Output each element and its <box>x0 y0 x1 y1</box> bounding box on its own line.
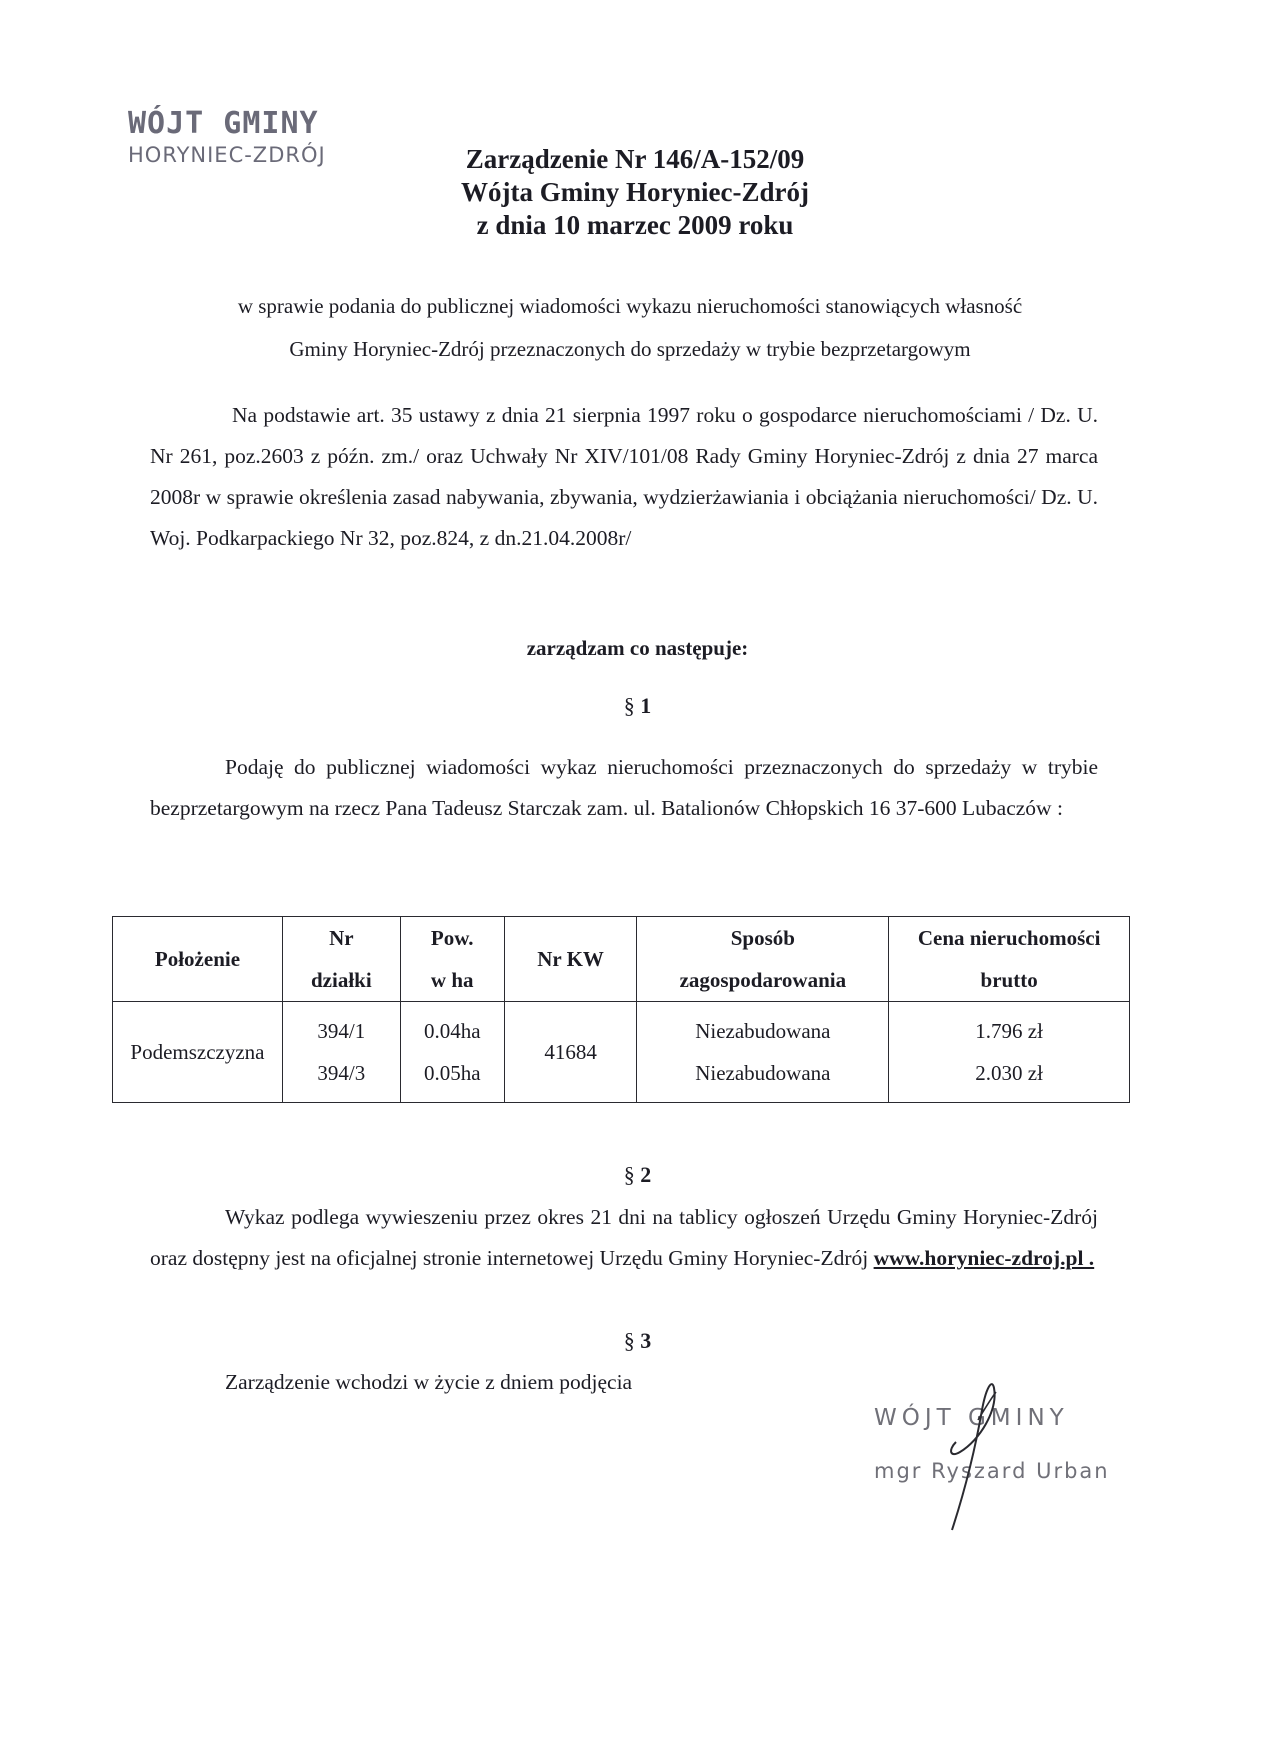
header-use-line-2: zagospodarowania <box>679 968 847 992</box>
subject-line-1: w sprawie podania do publicznej wiadomości wykazu nieruchomości stanowiących własność <box>237 294 1023 318</box>
section-1-heading <box>0 693 1275 719</box>
cell-land-use <box>637 1002 889 1103</box>
area-1: 0.04ha <box>423 1019 481 1043</box>
header-area-line-2: w ha <box>430 968 474 992</box>
stamp-line-2: HORYNIEC-ZDRÓJ <box>128 142 326 167</box>
plot-number-2: 394/3 <box>317 1061 366 1085</box>
header-land-use <box>637 917 889 1002</box>
plot-number-1: 394/1 <box>317 1019 366 1043</box>
header-price-line-1: Cena nieruchomości <box>917 926 1101 950</box>
section-symbol: § <box>623 1162 635 1187</box>
section-number: 1 <box>640 693 652 718</box>
issuer: Wójta Gminy Horyniec-Zdrój <box>461 177 809 207</box>
land-use-1: Niezabudowana <box>695 1019 831 1043</box>
section-2-heading <box>0 1162 1275 1188</box>
table-header-row <box>113 917 1130 1002</box>
document-subject <box>150 285 1110 371</box>
price-2: 2.030 zł <box>975 1061 1043 1085</box>
header-price <box>889 917 1130 1002</box>
section-symbol: § <box>623 1328 635 1353</box>
section-1-text: Podaję do publicznej wiadomości wykaz nieruchomości przeznaczonych do sprzedaży w trybie bezprzetargowym na rzecz Pana Tadeusz Starczak zam. ul. Batalionów Chłopskich 16 37-600 Lubaczów : <box>150 755 1098 820</box>
header-location: Położenie <box>113 917 283 1002</box>
area-2: 0.05ha <box>423 1061 481 1085</box>
header-plot-line-2: działki <box>311 968 372 992</box>
section-number: 2 <box>640 1162 652 1187</box>
property-table <box>112 916 1130 1103</box>
cell-land-register: 41684 <box>504 1002 637 1103</box>
handwritten-signature <box>920 1370 1040 1540</box>
decree-phrase: zarządzam co następuje: <box>526 636 749 660</box>
document-heading <box>330 143 940 242</box>
header-land-register: Nr KW <box>504 917 637 1002</box>
header-area <box>400 917 504 1002</box>
header-price-line-2: brutto <box>980 968 1038 992</box>
ordinance-date: z dnia 10 marzec 2009 roku <box>476 210 794 240</box>
table-row <box>113 1002 1130 1103</box>
cell-prices <box>889 1002 1130 1103</box>
office-stamp <box>128 108 326 166</box>
cell-areas <box>400 1002 504 1103</box>
cell-plot-numbers <box>282 1002 400 1103</box>
section-3-text: Zarządzenie wchodzi w życie z dniem podjęcia <box>225 1370 633 1394</box>
signature-stamp-title: WÓJT GMINY <box>874 1405 1069 1431</box>
header-plot-line-1: Nr <box>329 926 354 950</box>
subject-line-2: Gminy Horyniec-Zdrój przeznaczonych do sprzedaży w trybie bezprzetargowym <box>289 337 971 361</box>
ordinance-number: Zarządzenie Nr 146/A-152/09 <box>465 144 805 174</box>
legal-basis-paragraph: Na podstawie art. 35 ustawy z dnia 21 sierpnia 1997 roku o gospodarce nieruchomościami / Dz. U. Nr 261, poz.2603 z późn. zm./ oraz Uchwały Nr XIV/101/08 Rady Gminy Horyniec-Zdrój z dnia 27 marca 2008r w sprawie określenia zasad nabywania, zbywania, wydzierżawiania i obciążania nieruchomości/ Dz. U. Woj. Podkarpackiego Nr 32, poz.824, z dn.21.04.2008r/ <box>150 403 1098 550</box>
cell-location: Podemszczyzna <box>113 1002 283 1103</box>
section-number: 3 <box>640 1328 652 1353</box>
section-2-body: Wykaz podlega wywieszeniu przez okres 21 dni na tablicy ogłoszeń Urzędu Gminy Horyniec-Zdrój oraz dostępny jest na oficjalnej stronie internetowej Urzędu Gminy Horyniec-Zdrój <box>150 1205 1098 1270</box>
header-plot-number <box>282 917 400 1002</box>
section-3-heading <box>0 1328 1275 1354</box>
land-use-2: Niezabudowana <box>695 1061 831 1085</box>
signature-stamp-name: mgr Ryszard Urban <box>874 1459 1110 1483</box>
website-link[interactable]: www.horyniec-zdroj.pl . <box>873 1246 1095 1270</box>
section-symbol: § <box>623 693 635 718</box>
section-2-text <box>150 1197 1098 1279</box>
price-1: 1.796 zł <box>975 1019 1043 1043</box>
header-area-line-1: Pow. <box>430 926 474 950</box>
header-use-line-1: Sposób <box>730 926 795 950</box>
stamp-line-1: WÓJT GMINY <box>128 106 319 141</box>
